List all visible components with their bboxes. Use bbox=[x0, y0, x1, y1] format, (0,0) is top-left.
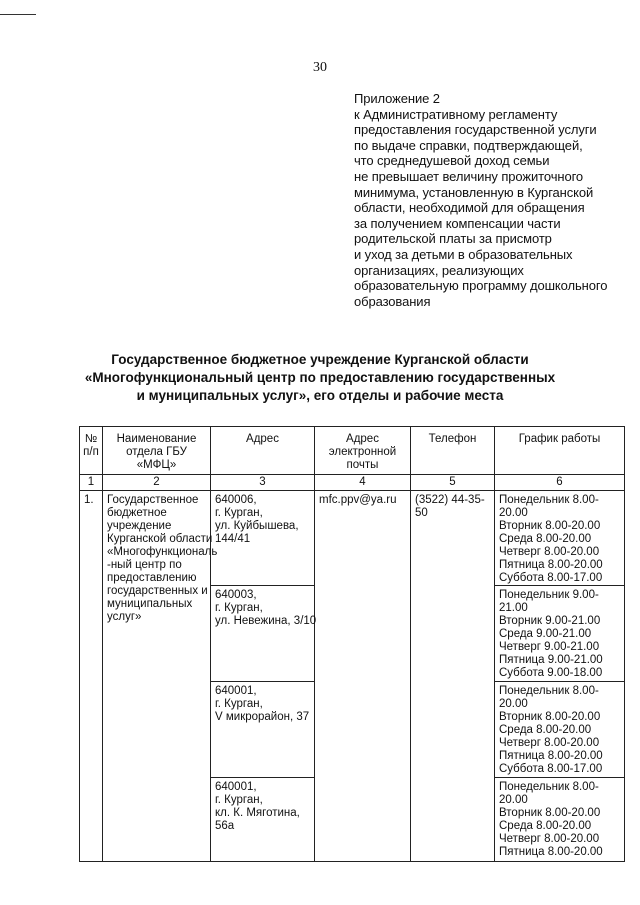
schedule-line: Суббота 9.00-18.00 bbox=[499, 667, 603, 679]
schedule-line: 21.00 bbox=[499, 602, 528, 614]
address-cell bbox=[211, 491, 315, 586]
column-number: 5 bbox=[411, 475, 495, 491]
department-name-line: «Многофункциональ bbox=[107, 546, 218, 558]
address-line: ул. Куйбышева, bbox=[215, 520, 299, 532]
header-email: Адрес электронной почты bbox=[315, 427, 411, 475]
table-row bbox=[80, 491, 625, 586]
department-name-line: предоставлению bbox=[107, 572, 197, 584]
department-name-line: Курганской области bbox=[107, 533, 213, 545]
schedule-line: Четверг 8.00-20.00 bbox=[499, 833, 600, 845]
schedule-line: Вторник 8.00-20.00 bbox=[499, 520, 601, 532]
address-cell bbox=[211, 682, 315, 778]
table-header-row bbox=[80, 427, 625, 475]
appendix-line: области, необходимой для обращения bbox=[354, 200, 585, 216]
address-line: V микрорайон, 37 bbox=[215, 711, 310, 723]
phone-cell bbox=[411, 491, 495, 862]
schedule-line: Суббота 8.00-17.00 bbox=[499, 763, 603, 775]
schedule-line: Четверг 8.00-20.00 bbox=[499, 737, 600, 749]
appendix-line: Приложение 2 bbox=[354, 91, 440, 106]
address-line: г. Курган, bbox=[215, 507, 263, 519]
schedule-line: Вторник 8.00-20.00 bbox=[499, 807, 601, 819]
address-line: 144/41 bbox=[215, 533, 251, 545]
document-heading bbox=[0, 351, 640, 405]
schedule-line: 20.00 bbox=[499, 794, 528, 806]
schedule-line: Понедельник 8.00- bbox=[499, 685, 599, 697]
appendix-line: организациях, реализующих bbox=[354, 262, 524, 278]
appendix-line: образовательную программу дошкольного bbox=[354, 278, 608, 294]
address-line: 640003, bbox=[215, 589, 257, 601]
address-line: г. Курган, bbox=[215, 602, 263, 614]
schedule-cell bbox=[495, 586, 625, 682]
appendix-line: к Административному регламенту bbox=[354, 106, 558, 122]
appendix-line: по выдаче справки, подтверждающей, bbox=[354, 137, 583, 153]
header-address: Адрес bbox=[211, 427, 315, 475]
schedule-line: Понедельник 8.00- bbox=[499, 781, 599, 793]
schedule-line: Среда 8.00-20.00 bbox=[499, 724, 592, 736]
schedule-line: Среда 8.00-20.00 bbox=[499, 533, 592, 545]
schedule-cell bbox=[495, 491, 625, 586]
department-name-line: бюджетное bbox=[107, 507, 167, 519]
schedule-line: Среда 8.00-20.00 bbox=[499, 820, 592, 832]
schedule-line: Вторник 9.00-21.00 bbox=[499, 615, 601, 627]
schedule-line: Четверг 8.00-20.00 bbox=[499, 546, 600, 558]
column-number: 2 bbox=[103, 475, 211, 491]
schedule-line: 20.00 bbox=[499, 698, 528, 710]
department-name-line: услуг» bbox=[107, 611, 142, 623]
address-line: кл. К. Мяготина, bbox=[215, 807, 300, 819]
column-number: 3 bbox=[211, 475, 315, 491]
schedule-line: Пятница 8.00-20.00 bbox=[499, 846, 603, 858]
header-name: Наименование отдела ГБУ «МФЦ» bbox=[103, 427, 211, 475]
schedule-line: Пятница 8.00-20.00 bbox=[499, 559, 603, 571]
column-number: 1 bbox=[80, 475, 103, 491]
appendix-line: за получением компенсации части bbox=[354, 215, 561, 231]
schedule-line: Среда 9.00-21.00 bbox=[499, 628, 592, 640]
department-name-line: государственных и bbox=[107, 585, 208, 597]
offices-table bbox=[79, 426, 625, 862]
header-phone: Телефон bbox=[411, 427, 495, 475]
department-name-cell bbox=[103, 491, 218, 862]
phone-line: (3522) 44-35- bbox=[415, 494, 485, 506]
schedule-line: Пятница 8.00-20.00 bbox=[499, 750, 603, 762]
appendix-line: образования bbox=[354, 293, 431, 309]
schedule-line: Понедельник 9.00- bbox=[499, 589, 599, 601]
schedule-line: 20.00 bbox=[499, 507, 528, 519]
schedule-line: Четверг 9.00-21.00 bbox=[499, 641, 600, 653]
schedule-cell bbox=[495, 778, 625, 862]
scan-edge-mark bbox=[0, 14, 36, 15]
address-line: г. Курган, bbox=[215, 698, 263, 710]
heading-line: «Многофункциональный центр по предоставлению государственных bbox=[84, 370, 556, 385]
department-name-line: Государственное bbox=[107, 494, 199, 506]
row-number-cell bbox=[80, 491, 103, 862]
address-line: г. Курган, bbox=[215, 794, 263, 806]
page-number: 30 bbox=[313, 60, 327, 75]
column-number: 6 bbox=[495, 475, 625, 491]
header-schedule: График работы bbox=[495, 427, 625, 475]
appendix-line: предоставления государственной услуги bbox=[354, 122, 597, 138]
address-line: ул. Невежина, 3/10 bbox=[215, 615, 317, 627]
address-cell bbox=[211, 778, 315, 862]
appendix-line: не превышает величину прожиточного bbox=[354, 168, 584, 184]
schedule-line: Понедельник 8.00- bbox=[499, 494, 599, 506]
column-number: 4 bbox=[315, 475, 411, 491]
appendix-line: и уход за детьми в образовательных bbox=[354, 246, 573, 262]
phone-line: 50 bbox=[415, 507, 428, 519]
appendix-line: минимума, установленную в Курганской bbox=[354, 184, 594, 200]
heading-line: и муниципальных услуг», его отделы и рабочие места bbox=[136, 388, 504, 403]
column-number-row bbox=[80, 475, 625, 491]
appendix-block bbox=[354, 91, 629, 309]
address-line: 56а bbox=[215, 820, 235, 832]
schedule-line: Пятница 9.00-21.00 bbox=[499, 654, 603, 666]
department-name-line: -ный центр по bbox=[107, 559, 182, 571]
heading-line: Государственное бюджетное учреждение Курганской области bbox=[111, 352, 529, 367]
address-line: 640001, bbox=[215, 685, 257, 697]
row-number: 1. bbox=[84, 494, 94, 506]
department-name-line: учреждение bbox=[107, 520, 172, 532]
address-line: 640006, bbox=[215, 494, 257, 506]
address-line: 640001, bbox=[215, 781, 257, 793]
schedule-cell bbox=[495, 682, 625, 778]
header-number: № п/п bbox=[80, 427, 103, 475]
email-cell bbox=[315, 491, 411, 862]
appendix-line: что среднедушевой доход семьи bbox=[354, 153, 550, 169]
schedule-line: Вторник 8.00-20.00 bbox=[499, 711, 601, 723]
appendix-line: родительской платы за присмотр bbox=[354, 231, 552, 247]
email-address: mfc.ppv@ya.ru bbox=[319, 494, 397, 506]
schedule-line: Суббота 8.00-17.00 bbox=[499, 572, 603, 584]
address-cell bbox=[211, 586, 315, 682]
department-name-line: муниципальных bbox=[107, 598, 193, 610]
